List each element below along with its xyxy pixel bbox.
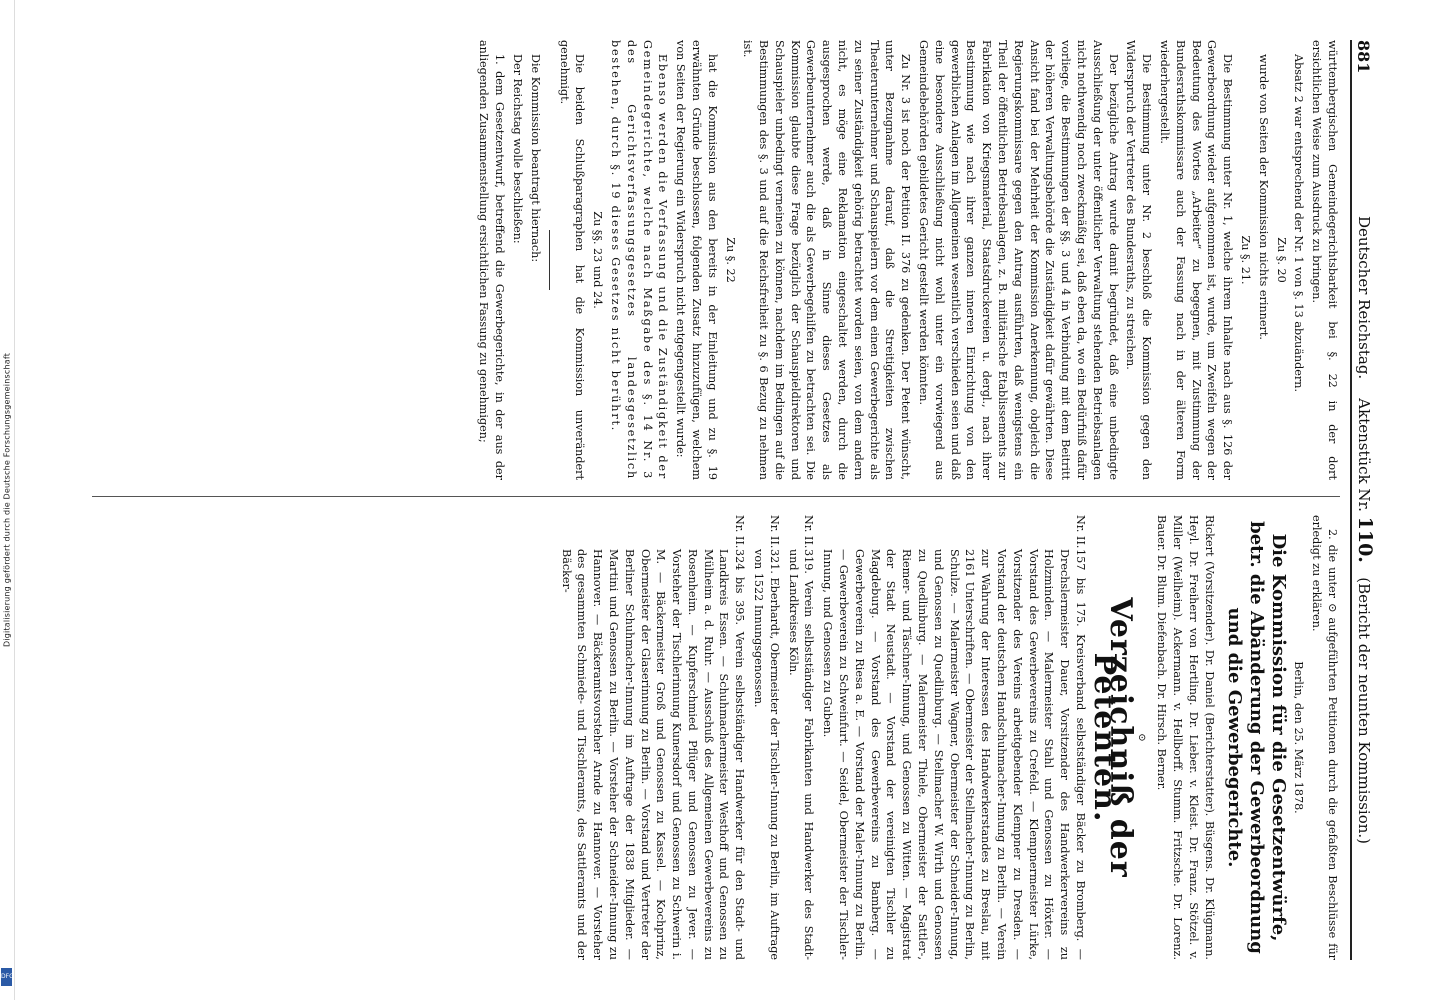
paragraph: Die Bestimmung unter Nr. 1, welche ihrem Inhalte nach aus §. 126 der Gewerbeordnung wieder aufgenommen ist, wurde, um Zweifeln wegen der Bedeutung des Wortes „Arbeiter“ zu begegnen, mit Zustimmung der Bundesrathskommissare auch der Fassung nach in der älteren Form wiederhergestellt.	[1158, 40, 1235, 480]
list-item: 2. die unter ⊙ aufgeführten Petitionen durch die gefaßten Beschlüsse für erledigt zu erklären.	[1310, 515, 1339, 960]
paragraph: württembergischen Gemeindegerichtsbarkeit bei §. 22 in der dort ersichtlichen Weise zum Ausdruck zu bringen.	[1310, 40, 1339, 480]
entry-ref: Nr. II.	[733, 515, 747, 549]
paragraph: Die beiden Schlußparagraphen hat die Kommission unverändert genehmigt.	[557, 40, 587, 480]
paragraph: Ebenso werden die Verfassung und die Zuständigkeit der Gemeindegerichte, welche nach Maßgabe des §. 14 Nr. 3 des Gerichtsverfassungsgesetzes landesgesetzlich bestehen, durch §. 19 dieses Gesetzes nicht berührt.	[608, 40, 670, 480]
paragraph: hat die Kommission aus den bereits in der Einleitung und zu §. 19 erwähnten Gründe beschlossen, folgenden Zusatz hinzuzufügen, welchem von Seiten der Regierung ein Widerspruch nicht entgegengestellt wurde:	[674, 40, 719, 480]
list-item	[819, 515, 1088, 960]
place-date: Berlin, den 25. März 1878.	[1292, 661, 1306, 814]
ornament-icon: ⊙	[1136, 733, 1148, 742]
entry-ref: Nr. II.	[1074, 515, 1088, 549]
publication-name: Deutscher Reichstag.	[1355, 215, 1373, 380]
header-title	[1354, 100, 1376, 960]
section-heading: Zu §§. 23 und 24.	[591, 211, 605, 309]
list-item	[558, 515, 748, 960]
dfg-logo-icon: DFG	[1, 968, 12, 986]
entry-text: 319. Verein selbstständiger Fabrikanten und Handwerker des Stadt- und Landkreises Köln.	[786, 549, 816, 960]
paragraph: Die Kommission beantragt hiernach:	[528, 54, 542, 263]
list-item: 1. dem Gesetzentwurf, betreffend die Gewerbegerichte, in der aus der anliegenden Zusammenstellung ersichtlichen Fassung zu genehmigen;	[477, 40, 507, 480]
entry-ref: Nr. II.	[802, 515, 816, 549]
section-heading: Zu §. 22	[723, 237, 737, 283]
commission-title: Die Kommission für die Gesetzentwürfe, betr. die Abänderung der Gewerbeordnung und die Gewerbegerichte.	[1223, 521, 1289, 954]
list-item	[785, 515, 817, 960]
paragraph: Zu Nr. 3 ist noch der Petition II. 376 zu gedenken. Der Petent wünscht, unter Bezugnahme darauf, daß die Streitigkeiten zwischen Theaterunternehmer und Schauspielern vor dem einen Gewerbegerichte als zu seiner Zuständigkeit gehörig betrachtet worden seien, von dem andern nicht, es möge eine Reklamation eingeschaltet werden, durch die ausgesprochen werde, daß in Sinne dieses Gesetzes als Gewerbeunternehmer auch die als Gewerbegehilfen zu betrachten sei. Die Kommission glaubte diese Frage bezüglich der Schauspieldirektoren und Schauspieler unbedingt verneinen zu können, nachdem im Bedingen auf die Bestimmungen des §. 3 und auf die Reichsfreiheit zu §. 6 Bezug zu nehmen ist.	[741, 40, 913, 480]
entry-text: 324 bis 395. Verein selbstständiger Handwerker für den Stadt- und Landkreis Essen. — Schuhmachermeister Westhoff und Genossen zu Mülheim a. d. Ruhr. — Ausschuß des Allgemeinen Gewerbevereins zu Rosenheim. — Kupferschmied Pflüger und Genossen zu Jever. — Vorsteher der Tischlerinnung Kunersdorf und Genossen zu Schwerin i. M. — Bäckermeister Groß und Genossen zu Kassel. — Kochprinz, Obermeister der Glaserinnung zu Berlin. — Vorstand und Vertreter der Berliner Schuhmacher-Innung im Auftrage der 1838 Mitglieder. — Martini und Genossen zu Berlin. — Vorsteher der Schneider-Innung zu Hannover. — Bäckeramtsvorsteher Arnde zu Hannover. — Vorsteher des gesammten Schmiede- und Tischleramts, des Sattleramts und der Bäcker-	[559, 549, 747, 960]
paragraph: Absatz 2 war entsprechend der Nr. 1 von §. 13 abzuändern.	[1292, 54, 1306, 393]
document-number: 110.	[1354, 516, 1376, 563]
member-list: Rickert (Vorsitzender). Dr. Daniel (Berichterstatter). Büsgens. Dr. Klügmann. Heyl. Dr. Freiherr von Hertling. Dr. Lieber. v. Kleist. Dr. Franz. Stötzel. v. Miller (Weilheim). Ackermann. v. Hellborff. Stumm. Fritzsche. Dr. Lorenz. Bauer. Dr. Blum. Diefenbach. Dr. Hirsch. Berner.	[1155, 515, 1216, 960]
paragraph: Die Bestimmung unter Nr. 2 beschloß die Kommission gegen den Widerspruch der Vertreter des Bundesraths, zu streichen.	[1124, 40, 1154, 480]
right-column	[72, 515, 1340, 960]
left-column	[72, 40, 1340, 480]
entry-text: 321. Eberhardt, Obermeister der Tischler-Innung zu Berlin, im Auftrage von 1522 Innungsgenossen.	[752, 549, 781, 960]
paragraph: wurde von Seiten der Kommission nichts erinnert.	[1256, 54, 1270, 340]
report-note: (Bericht der neunten Kommission.)	[1355, 577, 1373, 845]
digitization-credit: Digitalisierung gefördert durch die Deutsche Forschungsgemeinschaft	[2, 352, 12, 648]
page-header	[1354, 40, 1394, 960]
section-heading: Zu §. 20	[1274, 237, 1288, 283]
header-rule	[1350, 40, 1352, 960]
section-heading: Zu §. 21.	[1239, 235, 1253, 285]
paragraph: Der bezügliche Antrag wurde damit begründet, daß eine unbedingte Ausschließung der unter öffentlicher Verwaltung stehenden Betriebsanlagen nicht nothwendig noch zweckmäßig sei, daß eben da, wo ein Bedürfniß dafür vorliege, die Bestimmungen der §§. 3 und 4 in Verbindung mit dem Beitritt der höheren Verwaltungsbehörde die Zuständigkeit dafür gewährten. Diese Ansicht fand bei der Mehrheit der Kommission Anerkennung, obgleich die Regierungskommissare gegen den Antrag ausführten, daß wenigstens ein Theil der öffentlichen Betriebsanlagen, z. B. militärische Etablissements zur Fabrikation von Kriegsmaterial, Staatsdruckereien u. dergl., nach ihrer Bestimmung wie nach ihrer ganzen inneren Einrichtung von den gewerblichen Anlagen im Allgemeinen wesentlich verschieden seien und daß eine besondere Ausschließung nicht wohl unter ein vorwiegend aus Gemeindebehörden gebildetes Gericht gestellt werden könnten.	[917, 40, 1120, 480]
page-number: 881	[1354, 40, 1373, 74]
section-rule	[549, 230, 550, 290]
entry-ref: Nr. II.	[767, 515, 781, 549]
digitization-sidebar	[0, 0, 15, 1000]
list-title: Verzeichniß der Petenten.	[1086, 597, 1138, 878]
column-divider	[92, 496, 1340, 497]
entry-text: 157 bis 175. Kreisverband selbstständiger Bäcker zu Bromberg. — Drechslermeister Dauer, Vorsitzender des Handwerkervereins zu Holzminden. — Malermeister Stahl und Genossen zu Höxter. — Vorstand des Gewerbevereins zu Crefeld. — Klempnermeister Lürke, Vorsitzender des Vereins arbeitgebender Klempner zu Dresden. — Vorstand der deutschen Handschuhmacher-Innung zu Berlin. — Verein zur Wahrung der Interessen des Handwerkerstandes zu Breslau, mit 2161 Unterschriften. — Obermeister der Stellmacher-Innung zu Berlin, Schulze. — Malermeister Wagner, Obermeister der Schneider-Innung, und Genossen zu Quedlinburg. — Stellmacher W. Wirth und Genossen zu Quedlinburg. — Malermeister Thiele, Obermeister der Sattler-, Riemer- und Täschner-Innung, und Genossen zu Witten. — Magistrat der Stadt Neustadt. — Vorstand der vereinigten Tischler zu Magdeburg. — Vorstand des Gewerbevereins zu Bamberg. — Gewerbeverein zu Riesa a. E. — Vorstand der Maler-Innung zu Berlin. — Gewerbeverein zu Schweinfurt. — Seidel, Obermeister der Tischler-Innung, und Genossen zu Guben.	[821, 549, 1088, 960]
paragraph: Der Reichstag wolle beschließen:	[510, 54, 524, 244]
document-label: Aktenstück Nr.	[1355, 398, 1373, 512]
scanned-page	[32, 0, 1432, 1000]
list-item	[750, 515, 782, 960]
